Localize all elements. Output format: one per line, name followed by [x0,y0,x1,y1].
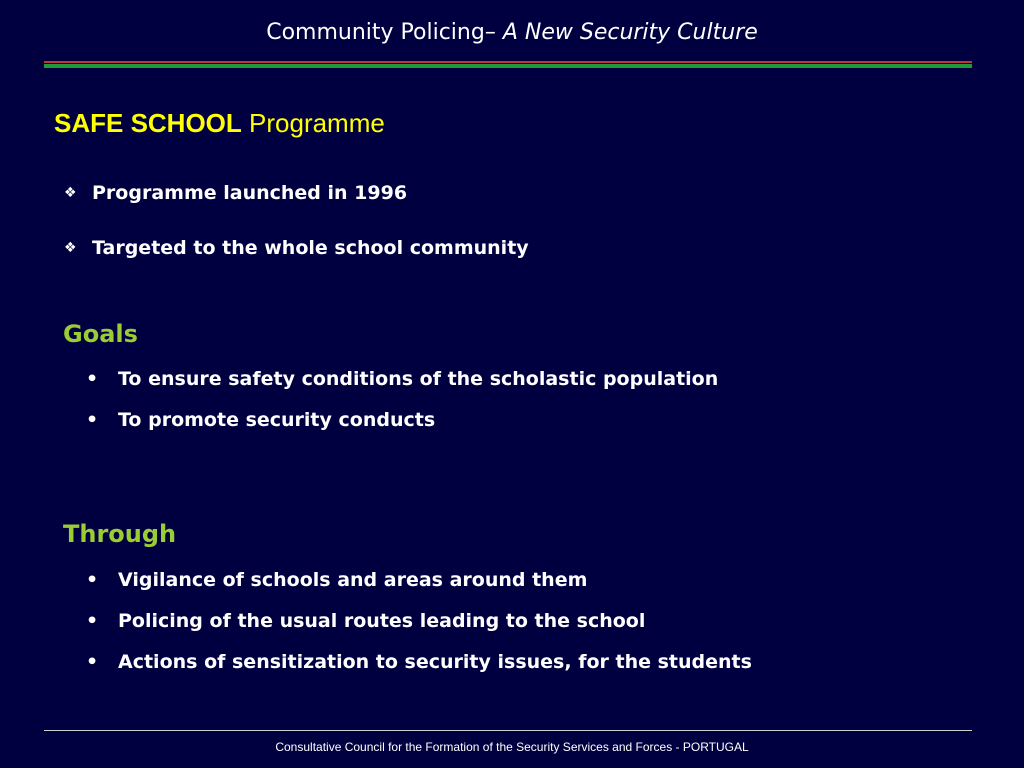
header-title-separator: – [484,20,503,45]
intro-item-text: Targeted to the whole school community [92,237,529,259]
goals-item-text: To promote security conducts [118,409,436,431]
goals-list-item [86,368,718,390]
goals-item-text: To ensure safety conditions of the scholastic population [118,368,719,390]
dot-bullet-icon: • [86,610,99,632]
intro-item-text: Programme launched in 1996 [92,182,408,204]
through-list-item [86,569,587,591]
dot-bullet-icon: • [86,409,99,431]
slide-header-title [0,20,1024,45]
goals-heading: Goals [63,320,138,348]
intro-list-item [64,182,407,204]
diamond-bullet-icon: ❖ [64,185,77,201]
through-item-text: Vigilance of schools and areas around them [118,569,588,591]
through-heading: Through [63,520,177,548]
dot-bullet-icon: • [86,651,99,673]
section-heading [54,108,385,139]
footer-rule [44,730,972,731]
section-heading-bold: SAFE SCHOOL [54,108,242,138]
through-item-text: Policing of the usual routes leading to the school [118,610,646,632]
header-title-subtitle: A New Security Culture [502,20,758,45]
through-list-item [86,610,645,632]
footer-text: Consultative Council for the Formation of the Security Services and Forces - PORTUGAL [275,740,749,754]
intro-list-item [64,237,529,259]
through-item-text: Actions of sensitization to security issues, for the students [118,651,752,673]
header-rule-green [44,64,972,68]
goals-list-item [86,409,435,431]
section-heading-rest: Programme [241,108,385,138]
through-list-item [86,651,752,673]
header-title-main: Community Policing [266,20,485,45]
dot-bullet-icon: • [86,368,99,390]
diamond-bullet-icon: ❖ [64,240,77,256]
header-rule-red [44,61,972,63]
dot-bullet-icon: • [86,569,99,591]
